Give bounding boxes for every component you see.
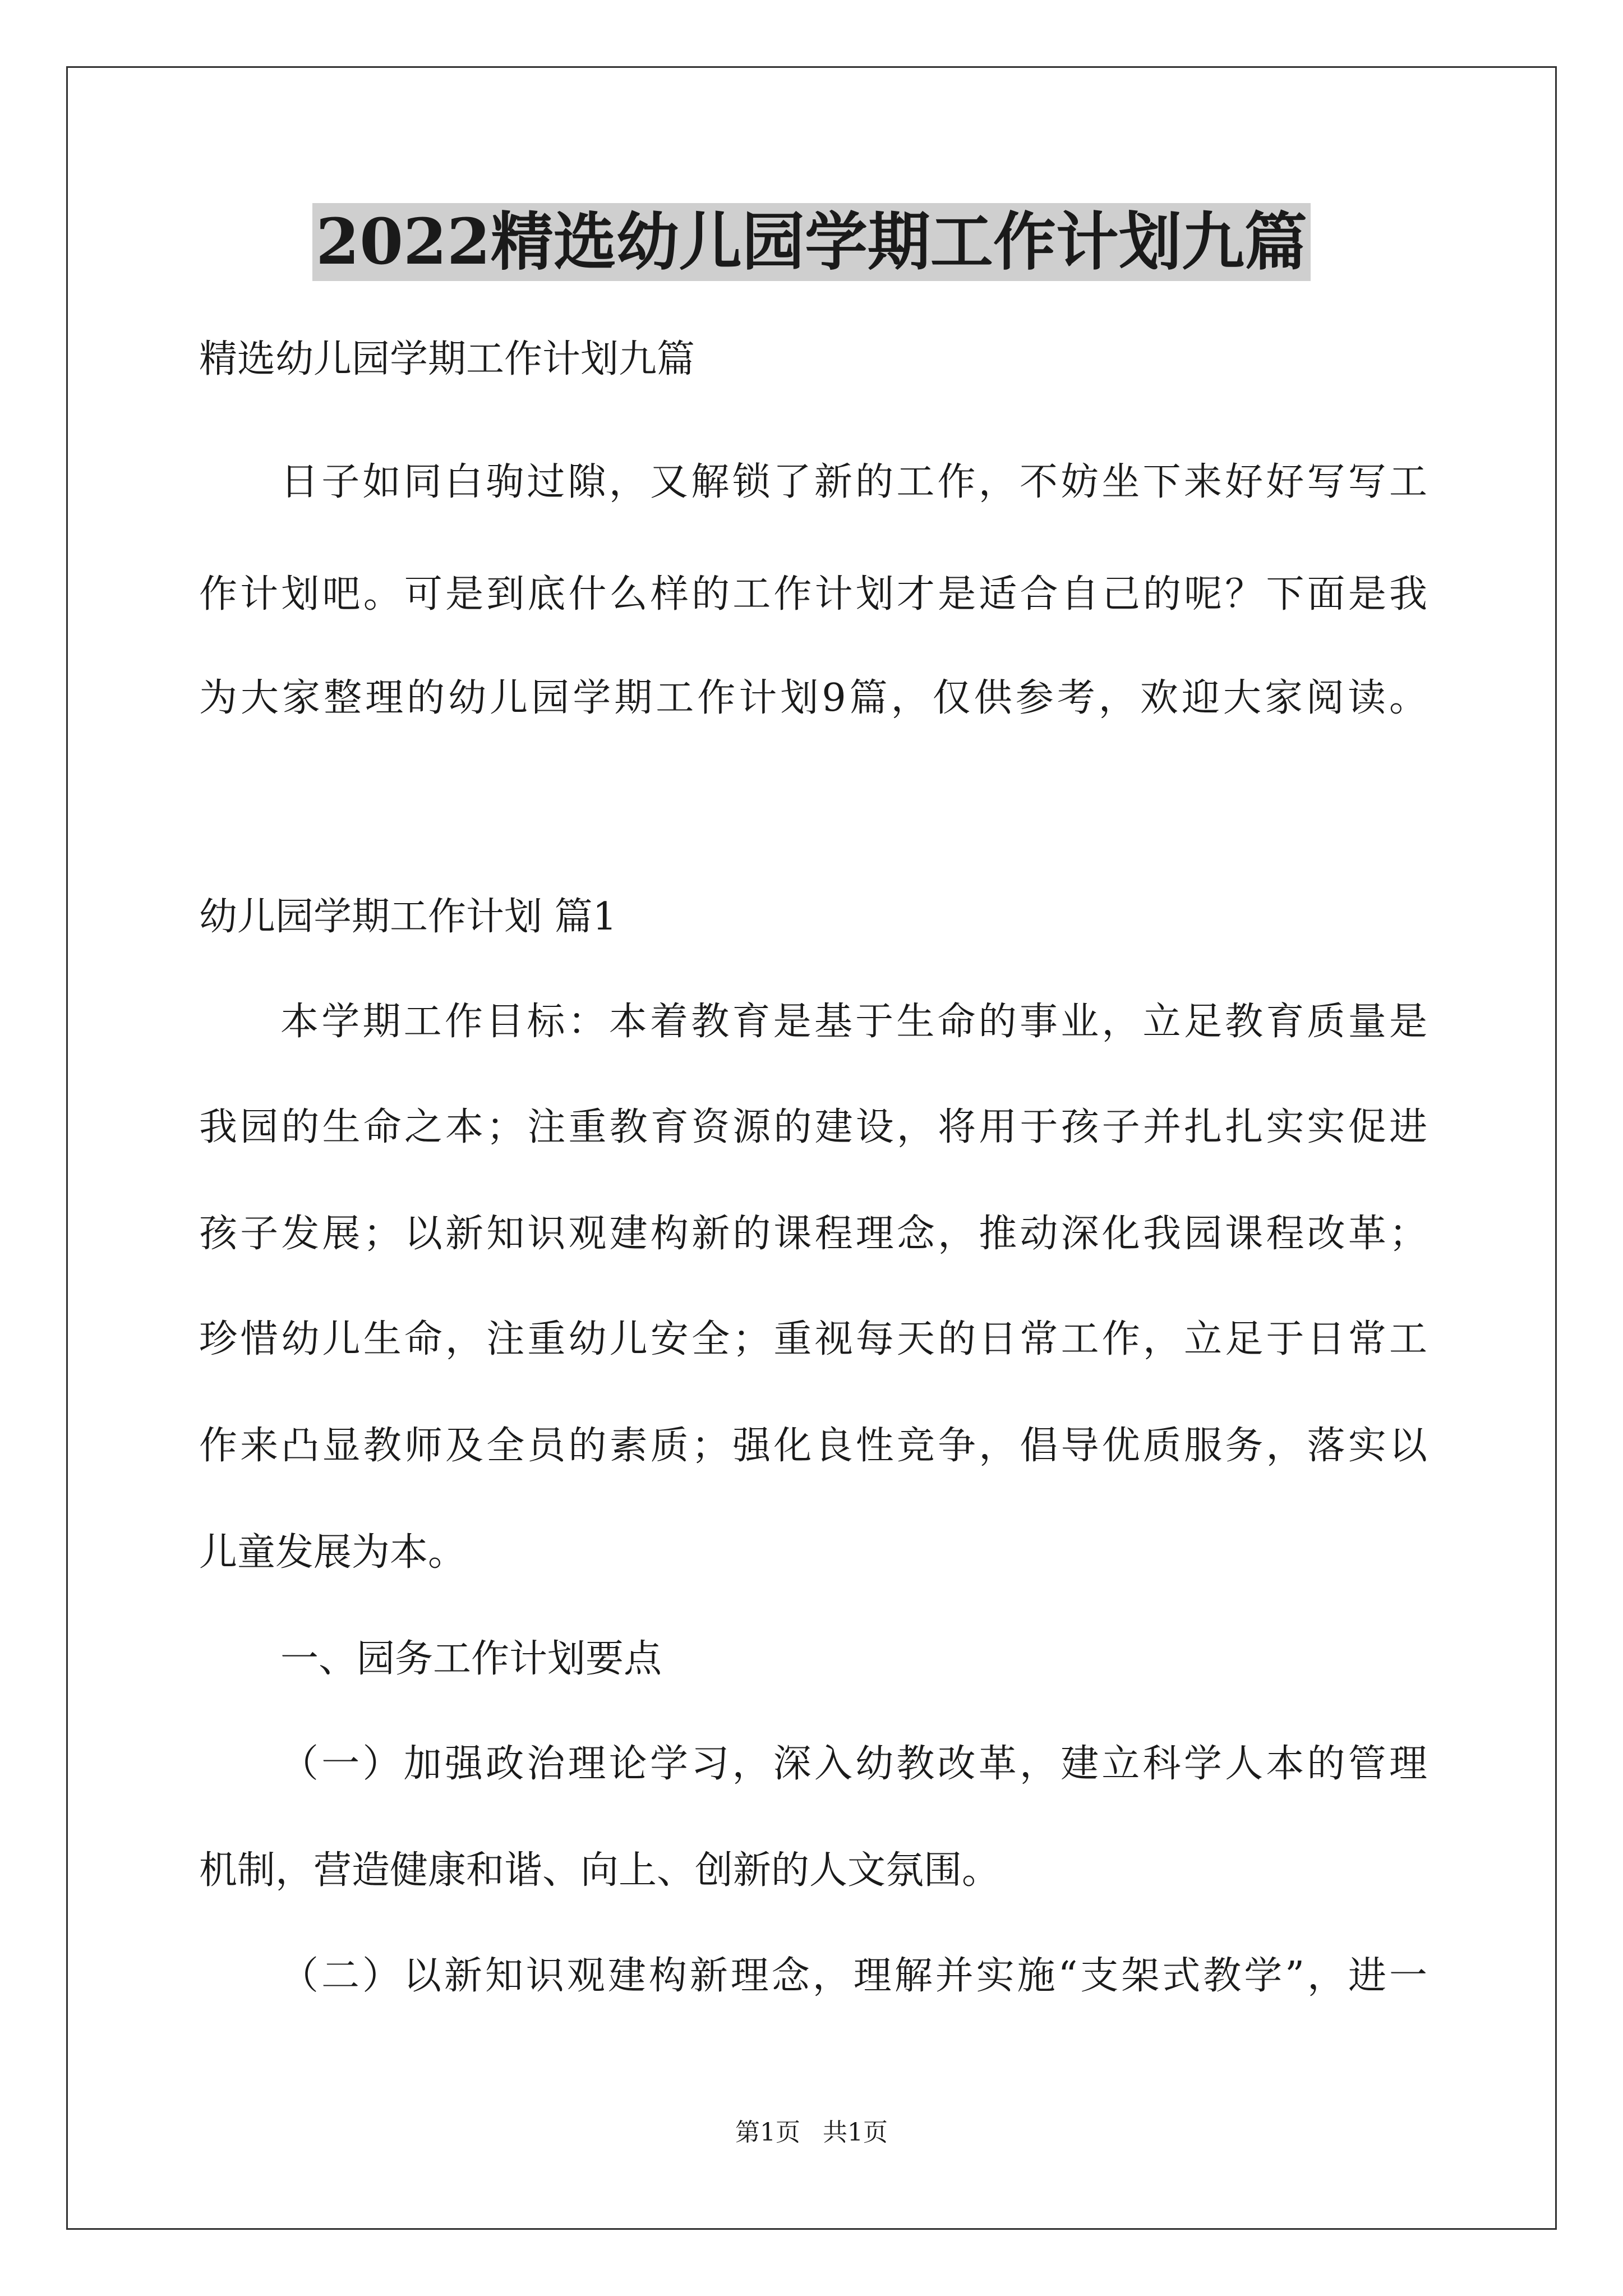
paragraph-line: 机制，营造健康和谐、向上、创新的人文氛围。 bbox=[199, 1848, 1000, 1893]
paragraph-line: （一）加强政治理论学习，深入幼教改革，建立科学人本的管理 bbox=[280, 1742, 1427, 1786]
page-total: 共1页 bbox=[823, 2118, 888, 2147]
paragraph-line: 本学期工作目标：本着教育是基于生命的事业，立足教育质量是 bbox=[280, 1000, 1427, 1044]
paragraph-line: 珍惜幼儿生命，注重幼儿安全；重视每天的日常工作，立足于日常工 bbox=[199, 1317, 1427, 1361]
document-title-text: 2022精选幼儿园学期工作计划九篇 bbox=[312, 203, 1311, 281]
subtitle-line: 精选幼儿园学期工作计划九篇 bbox=[199, 337, 695, 381]
section-heading: 幼儿园学期工作计划 篇1 bbox=[199, 895, 617, 939]
paragraph-line: 为大家整理的幼儿园学期工作计划9篇，仅供参考，欢迎大家阅读。 bbox=[199, 676, 1427, 720]
paragraph-line: 我园的生命之本；注重教育资源的建设，将用于孩子并扎扎实实促进 bbox=[199, 1105, 1427, 1149]
paragraph-line: 日子如同白驹过隙，又解锁了新的工作，不妨坐下来好好写写工 bbox=[280, 460, 1427, 504]
paragraph-line: 作计划吧。可是到底什么样的工作计划才是适合自己的呢？下面是我 bbox=[199, 572, 1427, 616]
paragraph-line: 儿童发展为本。 bbox=[199, 1530, 467, 1575]
document-title bbox=[0, 203, 1623, 282]
page-footer bbox=[0, 2116, 1623, 2150]
paragraph-line: 孩子发展；以新知识观建构新的课程理念，推动深化我园课程改革； bbox=[199, 1212, 1427, 1256]
subsection-heading: 一、园务工作计划要点 bbox=[280, 1637, 662, 1681]
page-number: 第1页 bbox=[735, 2118, 800, 2147]
paragraph-line: 作来凸显教师及全员的素质；强化良性竞争，倡导优质服务，落实以 bbox=[199, 1424, 1427, 1468]
paragraph-line: （二）以新知识观建构新理念，理解并实施“支架式教学”，进一 bbox=[280, 1954, 1427, 1998]
